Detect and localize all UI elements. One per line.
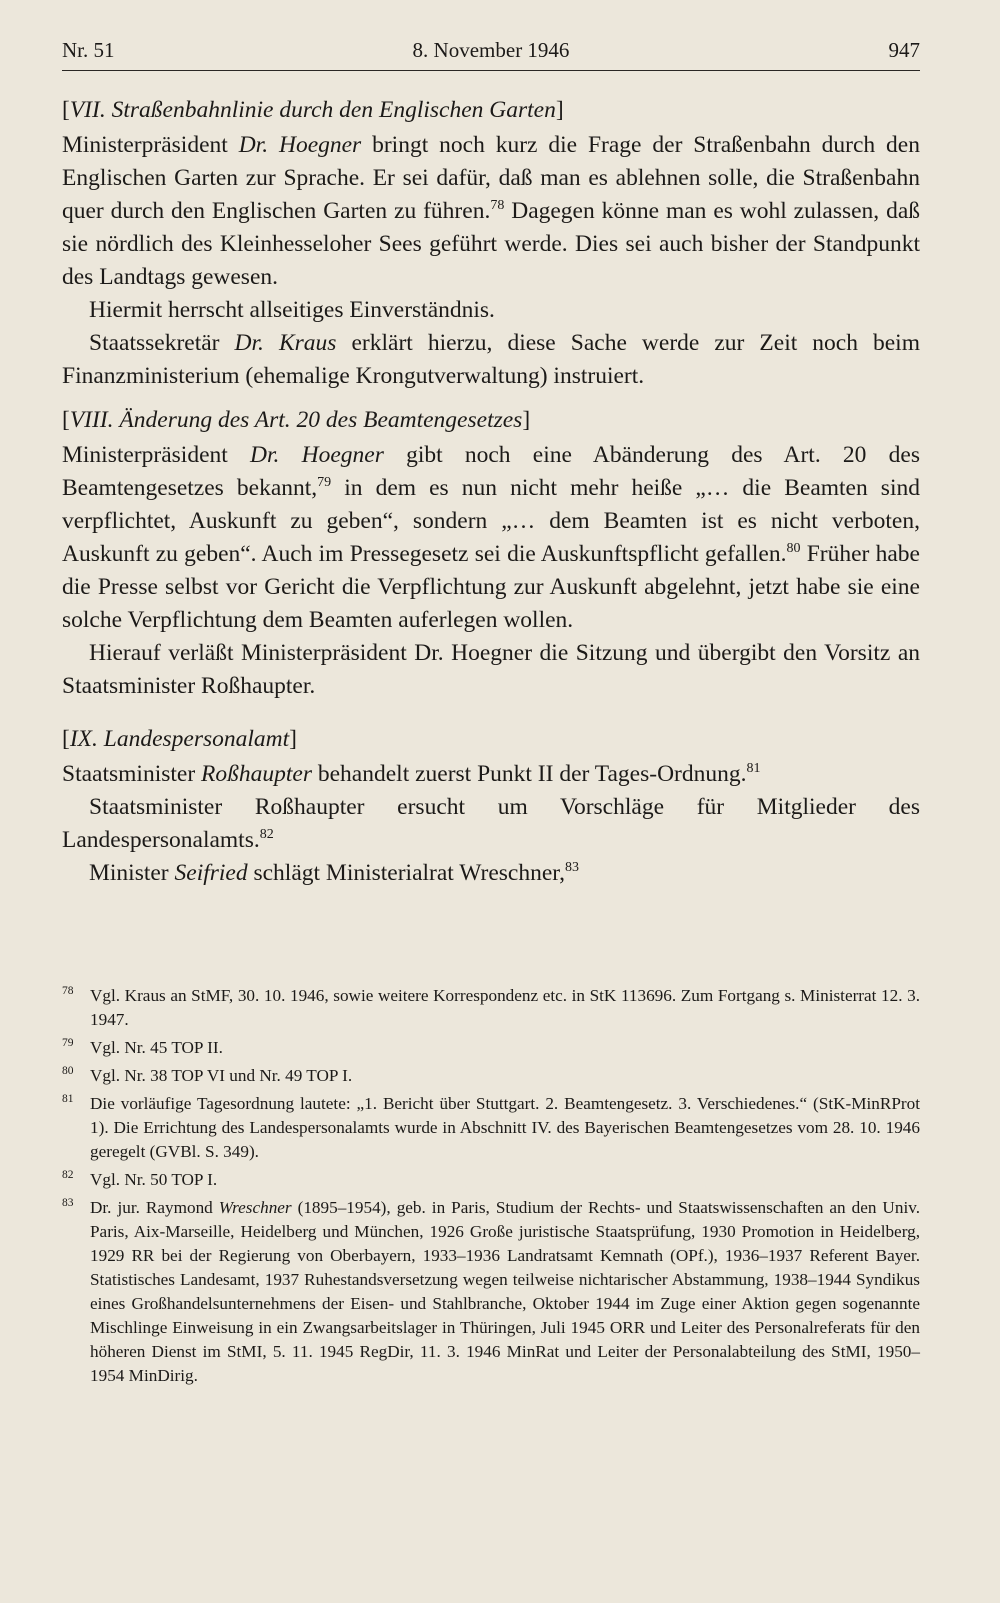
text-run: Dr. jur. Raymond bbox=[90, 1198, 219, 1217]
footnote-number: 83 bbox=[62, 1197, 74, 1209]
text-run: erklärt hierzu, diese Sache werde zur Zeit noch beim Finanzministerium (ehemalige Krongutverwaltung) instruiert. bbox=[62, 330, 920, 389]
person-name: Dr. Hoegner bbox=[250, 442, 384, 468]
footnote-ref-81[interactable]: 81 bbox=[746, 761, 761, 776]
paragraph-viii-2: Hierauf verläßt Ministerpräsident Dr. Hoegner die Sitzung und übergibt den Vorsitz an Staatsminister Roßhaupter. bbox=[62, 640, 920, 699]
text-run: behandelt zuerst Punkt II der Tages-Ordnung. bbox=[312, 761, 747, 787]
section-heading-vii-title: VII. Straßenbahnlinie durch den Englischen Garten bbox=[69, 97, 556, 123]
text-run: Früher habe die Presse selbst vor Gericht die Verpflichtung zur Auskunft abgelehnt, jetzt habe sie eine solche Verpflichtung dem Beamten auferlegen wollen. bbox=[62, 541, 920, 633]
text-run: Staatssekretär bbox=[89, 330, 235, 356]
section-heading-ix-title: IX. Landespersonalamt bbox=[69, 726, 290, 752]
paragraph-ix-1 bbox=[62, 758, 920, 791]
paragraph-vii-1 bbox=[62, 129, 920, 294]
footnote-text bbox=[90, 1196, 920, 1388]
text-run: Dagegen könne man es wohl zulassen, daß sie nördlich des Kleinhesseloher Sees geführt werde. Dies sei auch bisher der Standpunkt des Landtags gewesen. bbox=[62, 198, 920, 290]
footnote-ref-78[interactable]: 78 bbox=[490, 198, 505, 213]
paragraph-ix-3 bbox=[62, 857, 920, 890]
person-name: Seifried bbox=[174, 860, 248, 886]
paragraph-viii-1 bbox=[62, 439, 920, 637]
footnote-81 bbox=[62, 1092, 920, 1164]
footnote-text: Vgl. Nr. 45 TOP II. bbox=[90, 1038, 223, 1057]
footnote-number: 79 bbox=[62, 1037, 74, 1049]
footnote-ref-82[interactable]: 82 bbox=[259, 827, 274, 842]
text-run: schlägt Ministerialrat Wreschner, bbox=[247, 860, 566, 886]
person-name: Dr. Kraus bbox=[234, 330, 337, 356]
section-heading-viii: [VIII. Änderung des Art. 20 des Beamtengesetzes] bbox=[62, 407, 531, 433]
section-heading-ix: [IX. Landespersonalamt] bbox=[62, 726, 297, 752]
paragraph-vii-3 bbox=[62, 327, 920, 393]
text-run: gibt noch eine Abänderung des Art. 20 des Beamtengesetzes bekannt, bbox=[62, 442, 920, 501]
text-run: Staatsminister Roßhaupter ersucht um Vorschläge für Mitglieder des Landespersonalamts. bbox=[62, 794, 920, 853]
section-heading-viii-title: VIII. Änderung des Art. 20 des Beamtengesetzes bbox=[69, 407, 523, 433]
person-name: Dr. Hoegner bbox=[238, 132, 362, 158]
main-text bbox=[62, 94, 920, 890]
text-run: (1895–1954), geb. in Paris, Studium der Rechts- und Staatswissenschaften an den Univ. Paris, Aix-Marseille, Heidelberg und München, 1926 Große juristische Staatsprüfung, 1930 Promotion in Heidelberg, 1929 RR bei der Regierung von Oberbayern, 1933–1936 Landratsamt Kemnath (OPf.), 1936–1937 Referent Bayer. Statistisches Landesamt, 1937 Ruhestandsversetzung wegen teilweise nichtarischer Abstammung, 1938–1944 Syndikus eines Großhandelsunternehmens der Eisen- und Stahlbranche, Oktober 1944 im Zuge einer Aktion gegen sogenannte Mischlinge Einweisung in ein Zwangsarbeitslager in Thüringen, Juli 1945 ORR und Leiter des Personalreferats für den höheren Dienst im StMI, 5. 11. 1945 RegDir, 11. 3. 1946 MinRat und Leiter der Personalabteilung des StMI, 1950–1954 MinDirig. bbox=[90, 1198, 920, 1385]
text-run: bringt noch kurz die Frage der Straßenbahn durch den Englischen Garten zur Sprache. Er sei dafür, daß man es ablehnen solle, die Straßenbahn quer durch den Englischen Garten zu führen. bbox=[62, 132, 920, 224]
footnote-text: Die vorläufige Tagesordnung lautete: „1. Bericht über Stuttgart. 2. Beamtengesetz. 3. Verschiedenes.“ (StK-MinRProt 1). Die Errichtung des Landespersonalamts wurde in Abschnitt IV. des Bayerischen Beamtengesetzes vom 28. 10. 1946 geregelt (GVBl. S. 349). bbox=[90, 1094, 920, 1161]
footnote-text: Vgl. Nr. 38 TOP VI und Nr. 49 TOP I. bbox=[90, 1066, 353, 1085]
footnote-number: 81 bbox=[62, 1093, 74, 1105]
running-header bbox=[62, 34, 920, 71]
text-run: Staatsminister bbox=[62, 761, 202, 787]
footnote-text: Vgl. Nr. 50 TOP I. bbox=[90, 1170, 218, 1189]
person-name: Roßhaupter bbox=[201, 761, 312, 787]
footnote-82 bbox=[62, 1168, 920, 1192]
paragraph-ix-2 bbox=[62, 791, 920, 857]
footnote-80 bbox=[62, 1064, 920, 1088]
footnote-79 bbox=[62, 1036, 920, 1060]
text-run: in dem es nun nicht mehr heiße „… die Beamten sind verpflichtet, Auskunft zu geben“, sondern „… dem Beamten ist es nicht verboten, Auskunft zu geben“. Auch im Pressegesetz sei die Auskunftspflicht gefallen. bbox=[62, 475, 920, 567]
footnotes bbox=[62, 984, 920, 1392]
paragraph-vii-2: Hiermit herrscht allseitiges Einverständnis. bbox=[89, 297, 495, 323]
footnote-number: 82 bbox=[62, 1169, 74, 1181]
text-run: Ministerpräsident bbox=[62, 442, 251, 468]
footnote-ref-83[interactable]: 83 bbox=[565, 860, 580, 875]
footnote-ref-79[interactable]: 79 bbox=[317, 475, 332, 490]
footnote-number: 80 bbox=[62, 1065, 74, 1077]
footnote-78 bbox=[62, 984, 920, 1032]
header-page-number: 947 bbox=[888, 38, 920, 62]
header-issue-number: Nr. 51 bbox=[62, 38, 115, 62]
text-run: Minister bbox=[89, 860, 175, 886]
footnote-text: Vgl. Kraus an StMF, 30. 10. 1946, sowie weitere Korrespondenz etc. in StK 113696. Zum Fortgang s. Ministerrat 12. 3. 1947. bbox=[90, 986, 920, 1029]
footnote-ref-80[interactable]: 80 bbox=[786, 541, 801, 556]
text-run: Ministerpräsident bbox=[62, 132, 239, 158]
person-name: Wreschner bbox=[218, 1198, 292, 1217]
section-heading-vii: [VII. Straßenbahnlinie durch den Englischen Garten] bbox=[62, 97, 564, 123]
header-date: 8. November 1946 bbox=[412, 38, 570, 62]
footnote-83 bbox=[62, 1196, 920, 1388]
footnote-number: 78 bbox=[62, 985, 74, 997]
